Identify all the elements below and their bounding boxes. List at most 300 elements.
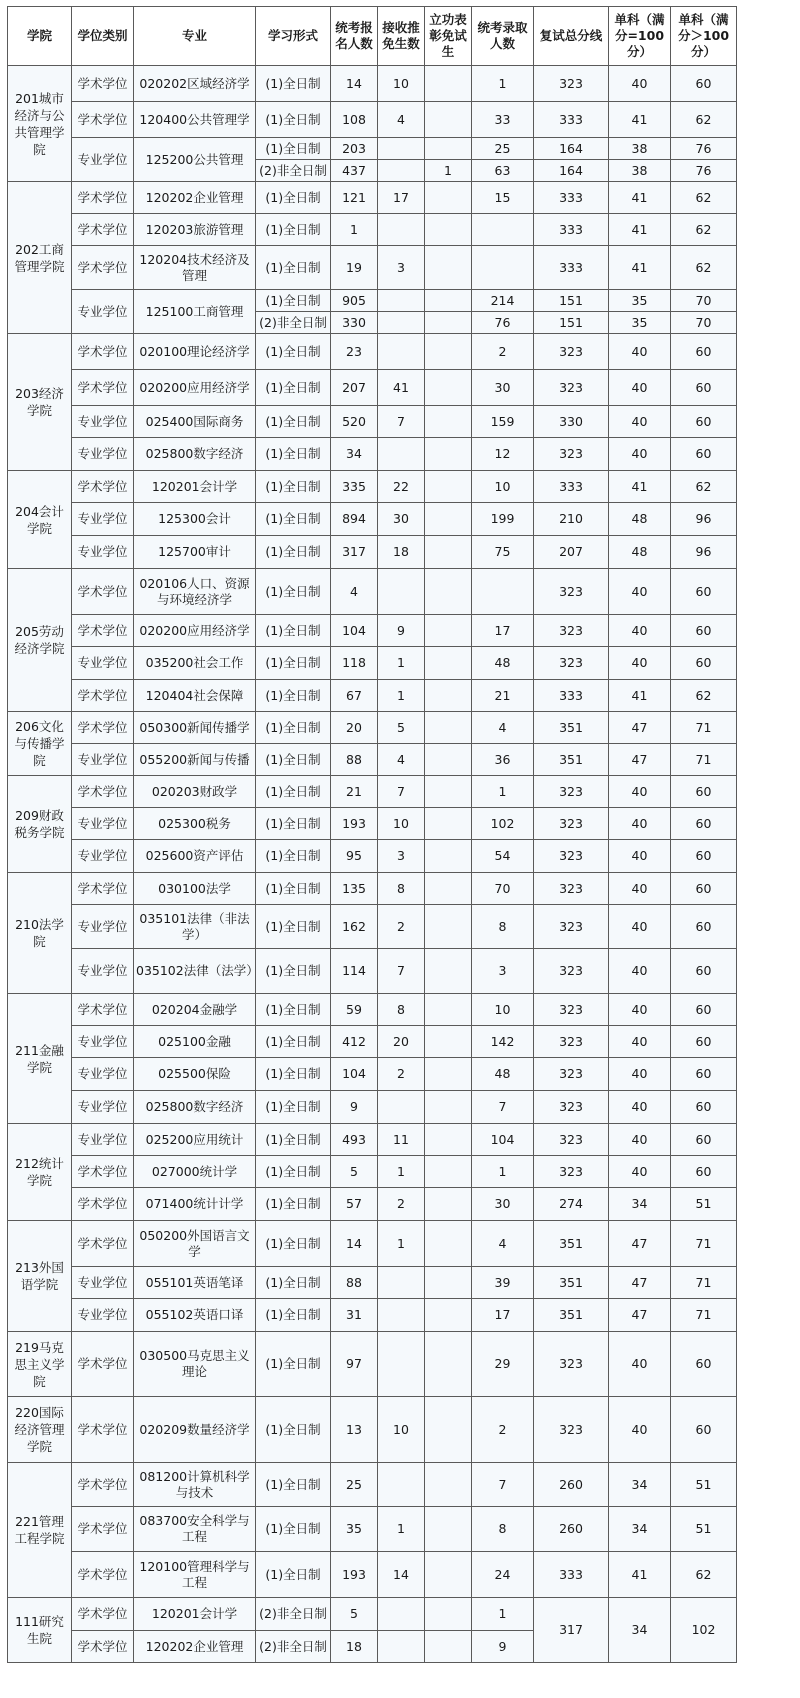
table-row	[8, 182, 737, 214]
recommended-cell	[378, 1332, 425, 1397]
applicants-cell: 14	[331, 1221, 378, 1267]
recommended-cell: 9	[378, 615, 425, 647]
table-row	[8, 1188, 737, 1221]
admitted-cell: 2	[472, 334, 534, 370]
degree-type-cell: 学术学位	[72, 214, 134, 246]
single-subject-100-cell: 40	[609, 1026, 671, 1058]
study-mode-cell: (1)全日制	[256, 647, 331, 680]
study-mode-cell: (1)全日制	[256, 615, 331, 647]
admitted-cell: 75	[472, 536, 534, 569]
admitted-cell: 15	[472, 182, 534, 214]
admitted-cell: 10	[472, 471, 534, 503]
single-subject-100-cell: 40	[609, 1058, 671, 1091]
total-score-line-cell: 274	[534, 1188, 609, 1221]
applicants-cell: 1	[331, 214, 378, 246]
total-score-line-cell: 323	[534, 1026, 609, 1058]
single-subject-over100-cell: 60	[671, 1156, 737, 1188]
recommended-cell	[378, 290, 425, 312]
major-cell: 025800数字经济	[134, 438, 256, 471]
exempt-cell	[425, 808, 472, 840]
study-mode-cell: (1)全日制	[256, 680, 331, 712]
study-mode-cell: (1)全日制	[256, 712, 331, 744]
total-score-line-cell: 323	[534, 66, 609, 102]
total-score-line-cell: 260	[534, 1463, 609, 1507]
study-mode-cell: (1)全日制	[256, 1267, 331, 1299]
exempt-cell	[425, 994, 472, 1026]
exempt-cell	[425, 680, 472, 712]
degree-type-cell: 学术学位	[72, 1598, 134, 1631]
exempt-cell	[425, 1552, 472, 1598]
admitted-cell: 3	[472, 949, 534, 994]
total-score-line-cell: 323	[534, 776, 609, 808]
recommended-cell	[378, 1598, 425, 1631]
single-subject-100-cell: 41	[609, 1552, 671, 1598]
study-mode-cell: (2)非全日制	[256, 1631, 331, 1663]
exempt-cell	[425, 1058, 472, 1091]
single-subject-over100-cell: 60	[671, 406, 737, 438]
single-subject-100-cell: 41	[609, 102, 671, 138]
admitted-cell: 4	[472, 1221, 534, 1267]
degree-type-cell: 学术学位	[72, 182, 134, 214]
single-subject-100-cell: 34	[609, 1188, 671, 1221]
study-mode-cell: (1)全日制	[256, 744, 331, 776]
single-subject-100-cell: 38	[609, 138, 671, 160]
major-cell: 081200计算机科学与技术	[134, 1463, 256, 1507]
table-row	[8, 1552, 737, 1598]
major-cell: 030500马克思主义理论	[134, 1332, 256, 1397]
school-name-cell: 212统计学院	[8, 1124, 72, 1221]
school-name-cell: 213外国语学院	[8, 1221, 72, 1332]
applicants-cell: 23	[331, 334, 378, 370]
exempt-cell	[425, 1507, 472, 1552]
major-cell: 120201会计学	[134, 471, 256, 503]
degree-type-cell: 学术学位	[72, 370, 134, 406]
admitted-cell: 30	[472, 1188, 534, 1221]
total-score-line-cell: 323	[534, 905, 609, 949]
school-name-cell: 206文化与传播学院	[8, 712, 72, 776]
admitted-cell: 7	[472, 1091, 534, 1124]
total-score-line-cell: 323	[534, 1332, 609, 1397]
admitted-cell: 1	[472, 1598, 534, 1631]
table-row	[8, 1397, 737, 1463]
total-score-line-cell: 317	[534, 1598, 609, 1663]
study-mode-cell: (1)全日制	[256, 290, 331, 312]
table-row	[8, 776, 737, 808]
recommended-cell: 7	[378, 776, 425, 808]
degree-type-cell: 专业学位	[72, 406, 134, 438]
table-row	[8, 290, 737, 312]
total-score-line-cell: 207	[534, 536, 609, 569]
applicants-cell: 25	[331, 1463, 378, 1507]
exempt-cell	[425, 334, 472, 370]
study-mode-cell: (1)全日制	[256, 438, 331, 471]
applicants-cell: 9	[331, 1091, 378, 1124]
admitted-cell: 8	[472, 1507, 534, 1552]
single-subject-over100-cell: 71	[671, 1221, 737, 1267]
applicants-cell: 493	[331, 1124, 378, 1156]
applicants-cell: 67	[331, 680, 378, 712]
exempt-cell	[425, 873, 472, 905]
major-cell: 120203旅游管理	[134, 214, 256, 246]
study-mode-cell: (1)全日制	[256, 994, 331, 1026]
degree-type-cell: 专业学位	[72, 438, 134, 471]
single-subject-100-cell: 40	[609, 840, 671, 873]
table-row	[8, 840, 737, 873]
table-row	[8, 615, 737, 647]
exempt-cell	[425, 503, 472, 536]
exempt-cell	[425, 102, 472, 138]
degree-type-cell: 学术学位	[72, 1156, 134, 1188]
study-mode-cell: (1)全日制	[256, 214, 331, 246]
study-mode-cell: (1)全日制	[256, 808, 331, 840]
degree-type-cell: 学术学位	[72, 334, 134, 370]
table-row	[8, 1332, 737, 1397]
applicants-cell: 104	[331, 1058, 378, 1091]
study-mode-cell: (1)全日制	[256, 1507, 331, 1552]
school-name-cell: 203经济学院	[8, 334, 72, 471]
degree-type-cell: 学术学位	[72, 1631, 134, 1663]
study-mode-cell: (1)全日制	[256, 1091, 331, 1124]
recommended-cell: 4	[378, 744, 425, 776]
exempt-cell	[425, 1026, 472, 1058]
major-cell: 035102法律（法学）	[134, 949, 256, 994]
total-score-line-cell: 323	[534, 647, 609, 680]
single-subject-100-cell: 47	[609, 712, 671, 744]
recommended-cell: 2	[378, 905, 425, 949]
admitted-cell: 21	[472, 680, 534, 712]
total-score-line-cell: 323	[534, 438, 609, 471]
single-subject-100-cell: 40	[609, 994, 671, 1026]
admitted-cell: 63	[472, 160, 534, 182]
school-name-cell: 204会计学院	[8, 471, 72, 569]
header-cell: 统考录取人数	[472, 7, 534, 66]
applicants-cell: 203	[331, 138, 378, 160]
degree-type-cell: 学术学位	[72, 1188, 134, 1221]
table-row	[8, 1221, 737, 1267]
total-score-line-cell: 333	[534, 471, 609, 503]
study-mode-cell: (1)全日制	[256, 1463, 331, 1507]
table-row	[8, 1091, 737, 1124]
recommended-cell: 10	[378, 1397, 425, 1463]
single-subject-100-cell: 41	[609, 680, 671, 712]
study-mode-cell: (1)全日制	[256, 1332, 331, 1397]
admitted-cell	[472, 246, 534, 290]
degree-type-cell: 专业学位	[72, 808, 134, 840]
study-mode-cell: (1)全日制	[256, 840, 331, 873]
table-row	[8, 536, 737, 569]
major-cell: 025800数字经济	[134, 1091, 256, 1124]
table-row	[8, 1598, 737, 1631]
single-subject-100-cell: 41	[609, 182, 671, 214]
table-row	[8, 1026, 737, 1058]
applicants-cell: 520	[331, 406, 378, 438]
total-score-line-cell: 323	[534, 949, 609, 994]
major-cell: 020106人口、资源与环境经济学	[134, 569, 256, 615]
single-subject-100-cell: 40	[609, 569, 671, 615]
exempt-cell	[425, 1463, 472, 1507]
exempt-cell	[425, 1124, 472, 1156]
degree-type-cell: 专业学位	[72, 1026, 134, 1058]
study-mode-cell: (1)全日制	[256, 1552, 331, 1598]
applicants-cell: 13	[331, 1397, 378, 1463]
header-cell: 单科（满分=100分）	[609, 7, 671, 66]
major-cell: 120202企业管理	[134, 1631, 256, 1663]
single-subject-100-cell: 40	[609, 1124, 671, 1156]
total-score-line-cell: 323	[534, 1091, 609, 1124]
applicants-cell: 88	[331, 744, 378, 776]
recommended-cell: 11	[378, 1124, 425, 1156]
table-row	[8, 503, 737, 536]
recommended-cell: 10	[378, 66, 425, 102]
study-mode-cell: (1)全日制	[256, 776, 331, 808]
table-row	[8, 66, 737, 102]
applicants-cell: 88	[331, 1267, 378, 1299]
admitted-cell: 142	[472, 1026, 534, 1058]
admitted-cell: 1	[472, 1156, 534, 1188]
major-cell: 025500保险	[134, 1058, 256, 1091]
single-subject-100-cell: 40	[609, 776, 671, 808]
school-name-cell: 210法学院	[8, 873, 72, 994]
admitted-cell: 2	[472, 1397, 534, 1463]
total-score-line-cell: 323	[534, 615, 609, 647]
header-cell: 复试总分线	[534, 7, 609, 66]
admitted-cell: 9	[472, 1631, 534, 1663]
total-score-line-cell: 323	[534, 994, 609, 1026]
major-cell: 125100工商管理	[134, 290, 256, 334]
total-score-line-cell: 323	[534, 569, 609, 615]
degree-type-cell: 学术学位	[72, 1552, 134, 1598]
applicants-cell: 95	[331, 840, 378, 873]
recommended-cell: 30	[378, 503, 425, 536]
single-subject-100-cell: 34	[609, 1463, 671, 1507]
single-subject-over100-cell: 60	[671, 994, 737, 1026]
single-subject-100-cell: 41	[609, 246, 671, 290]
recommended-cell: 1	[378, 1156, 425, 1188]
degree-type-cell: 学术学位	[72, 66, 134, 102]
exempt-cell	[425, 840, 472, 873]
degree-type-cell: 专业学位	[72, 949, 134, 994]
exempt-cell	[425, 406, 472, 438]
single-subject-100-cell: 48	[609, 503, 671, 536]
school-name-cell: 205劳动经济学院	[8, 569, 72, 712]
study-mode-cell: (1)全日制	[256, 66, 331, 102]
single-subject-over100-cell: 60	[671, 1026, 737, 1058]
degree-type-cell: 专业学位	[72, 1267, 134, 1299]
study-mode-cell: (1)全日制	[256, 246, 331, 290]
single-subject-over100-cell: 51	[671, 1188, 737, 1221]
study-mode-cell: (1)全日制	[256, 949, 331, 994]
recommended-cell: 3	[378, 246, 425, 290]
table-row	[8, 138, 737, 160]
study-mode-cell: (1)全日制	[256, 1026, 331, 1058]
study-mode-cell: (1)全日制	[256, 1221, 331, 1267]
major-cell: 035200社会工作	[134, 647, 256, 680]
total-score-line-cell: 323	[534, 808, 609, 840]
applicants-cell: 108	[331, 102, 378, 138]
major-cell: 025300税务	[134, 808, 256, 840]
table-row	[8, 370, 737, 406]
total-score-line-cell: 323	[534, 840, 609, 873]
recommended-cell: 5	[378, 712, 425, 744]
exempt-cell	[425, 370, 472, 406]
table-row	[8, 994, 737, 1026]
admitted-cell: 1	[472, 776, 534, 808]
exempt-cell	[425, 312, 472, 334]
total-score-line-cell: 323	[534, 1156, 609, 1188]
study-mode-cell: (1)全日制	[256, 1124, 331, 1156]
single-subject-100-cell: 40	[609, 1091, 671, 1124]
recommended-cell: 4	[378, 102, 425, 138]
study-mode-cell: (1)全日制	[256, 1299, 331, 1332]
table-row	[8, 1058, 737, 1091]
major-cell: 055101英语笔译	[134, 1267, 256, 1299]
total-score-line-cell: 260	[534, 1507, 609, 1552]
degree-type-cell: 专业学位	[72, 840, 134, 873]
table-row	[8, 102, 737, 138]
single-subject-over100-cell: 96	[671, 536, 737, 569]
applicants-cell: 18	[331, 1631, 378, 1663]
single-subject-100-cell: 38	[609, 160, 671, 182]
degree-type-cell: 学术学位	[72, 1397, 134, 1463]
major-cell: 071400统计计学	[134, 1188, 256, 1221]
single-subject-100-cell: 40	[609, 370, 671, 406]
single-subject-100-cell: 40	[609, 1156, 671, 1188]
degree-type-cell: 专业学位	[72, 1091, 134, 1124]
single-subject-100-cell: 40	[609, 66, 671, 102]
single-subject-over100-cell: 51	[671, 1507, 737, 1552]
single-subject-100-cell: 35	[609, 290, 671, 312]
admitted-cell: 54	[472, 840, 534, 873]
degree-type-cell: 学术学位	[72, 615, 134, 647]
single-subject-100-cell: 34	[609, 1507, 671, 1552]
table-row	[8, 808, 737, 840]
exempt-cell	[425, 776, 472, 808]
total-score-line-cell: 333	[534, 102, 609, 138]
school-name-cell: 201城市经济与公共管理学院	[8, 66, 72, 182]
degree-type-cell: 学术学位	[72, 1507, 134, 1552]
table-row	[8, 1156, 737, 1188]
single-subject-100-cell: 40	[609, 905, 671, 949]
single-subject-over100-cell: 62	[671, 182, 737, 214]
admitted-cell: 10	[472, 994, 534, 1026]
degree-type-cell: 专业学位	[72, 1299, 134, 1332]
single-subject-100-cell: 47	[609, 744, 671, 776]
admitted-cell: 48	[472, 1058, 534, 1091]
major-cell: 120202企业管理	[134, 182, 256, 214]
exempt-cell	[425, 744, 472, 776]
exempt-cell	[425, 949, 472, 994]
single-subject-over100-cell: 60	[671, 776, 737, 808]
admitted-cell: 102	[472, 808, 534, 840]
single-subject-over100-cell: 51	[671, 1463, 737, 1507]
table-row	[8, 949, 737, 994]
table-row	[8, 1299, 737, 1332]
single-subject-over100-cell: 71	[671, 712, 737, 744]
header-cell: 专业	[134, 7, 256, 66]
degree-type-cell: 专业学位	[72, 905, 134, 949]
recommended-cell: 3	[378, 840, 425, 873]
single-subject-100-cell: 40	[609, 949, 671, 994]
table-row	[8, 406, 737, 438]
single-subject-over100-cell: 71	[671, 744, 737, 776]
major-cell: 125700审计	[134, 536, 256, 569]
major-cell: 035101法律（非法学）	[134, 905, 256, 949]
major-cell: 025200应用统计	[134, 1124, 256, 1156]
degree-type-cell: 专业学位	[72, 744, 134, 776]
table-row	[8, 1463, 737, 1507]
table-row	[8, 334, 737, 370]
applicants-cell: 4	[331, 569, 378, 615]
exempt-cell	[425, 1267, 472, 1299]
total-score-line-cell: 333	[534, 1552, 609, 1598]
degree-type-cell: 专业学位	[72, 1124, 134, 1156]
recommended-cell: 17	[378, 182, 425, 214]
admitted-cell: 159	[472, 406, 534, 438]
applicants-cell: 330	[331, 312, 378, 334]
exempt-cell	[425, 1397, 472, 1463]
school-name-cell: 221管理工程学院	[8, 1463, 72, 1598]
admitted-cell: 4	[472, 712, 534, 744]
major-cell: 020200应用经济学	[134, 615, 256, 647]
table-row	[8, 1267, 737, 1299]
recommended-cell	[378, 1267, 425, 1299]
applicants-cell: 118	[331, 647, 378, 680]
study-mode-cell: (1)全日制	[256, 569, 331, 615]
header-row	[8, 7, 737, 66]
single-subject-over100-cell: 60	[671, 1124, 737, 1156]
total-score-line-cell: 164	[534, 138, 609, 160]
major-cell: 025100金融	[134, 1026, 256, 1058]
school-name-cell: 202工商管理学院	[8, 182, 72, 334]
admitted-cell: 25	[472, 138, 534, 160]
major-cell: 120201会计学	[134, 1598, 256, 1631]
school-name-cell: 111研究生院	[8, 1598, 72, 1663]
total-score-line-cell: 330	[534, 406, 609, 438]
major-cell: 125200公共管理	[134, 138, 256, 182]
degree-type-cell: 学术学位	[72, 712, 134, 744]
admitted-cell: 29	[472, 1332, 534, 1397]
table-row	[8, 471, 737, 503]
recommended-cell: 8	[378, 873, 425, 905]
admitted-cell: 70	[472, 873, 534, 905]
applicants-cell: 894	[331, 503, 378, 536]
applicants-cell: 207	[331, 370, 378, 406]
admitted-cell: 199	[472, 503, 534, 536]
total-score-line-cell: 351	[534, 1267, 609, 1299]
exempt-cell	[425, 182, 472, 214]
applicants-cell: 34	[331, 438, 378, 471]
degree-type-cell: 学术学位	[72, 569, 134, 615]
degree-type-cell: 专业学位	[72, 290, 134, 334]
single-subject-over100-cell: 60	[671, 1058, 737, 1091]
applicants-cell: 317	[331, 536, 378, 569]
single-subject-100-cell: 40	[609, 1397, 671, 1463]
exempt-cell	[425, 569, 472, 615]
exempt-cell	[425, 536, 472, 569]
single-subject-100-cell: 34	[609, 1598, 671, 1663]
admitted-cell: 12	[472, 438, 534, 471]
single-subject-over100-cell: 60	[671, 370, 737, 406]
total-score-line-cell: 323	[534, 873, 609, 905]
recommended-cell	[378, 1299, 425, 1332]
study-mode-cell: (1)全日制	[256, 1156, 331, 1188]
major-cell: 025400国际商务	[134, 406, 256, 438]
applicants-cell: 97	[331, 1332, 378, 1397]
total-score-line-cell: 323	[534, 1058, 609, 1091]
study-mode-cell: (1)全日制	[256, 1058, 331, 1091]
exempt-cell	[425, 1299, 472, 1332]
total-score-line-cell: 323	[534, 370, 609, 406]
